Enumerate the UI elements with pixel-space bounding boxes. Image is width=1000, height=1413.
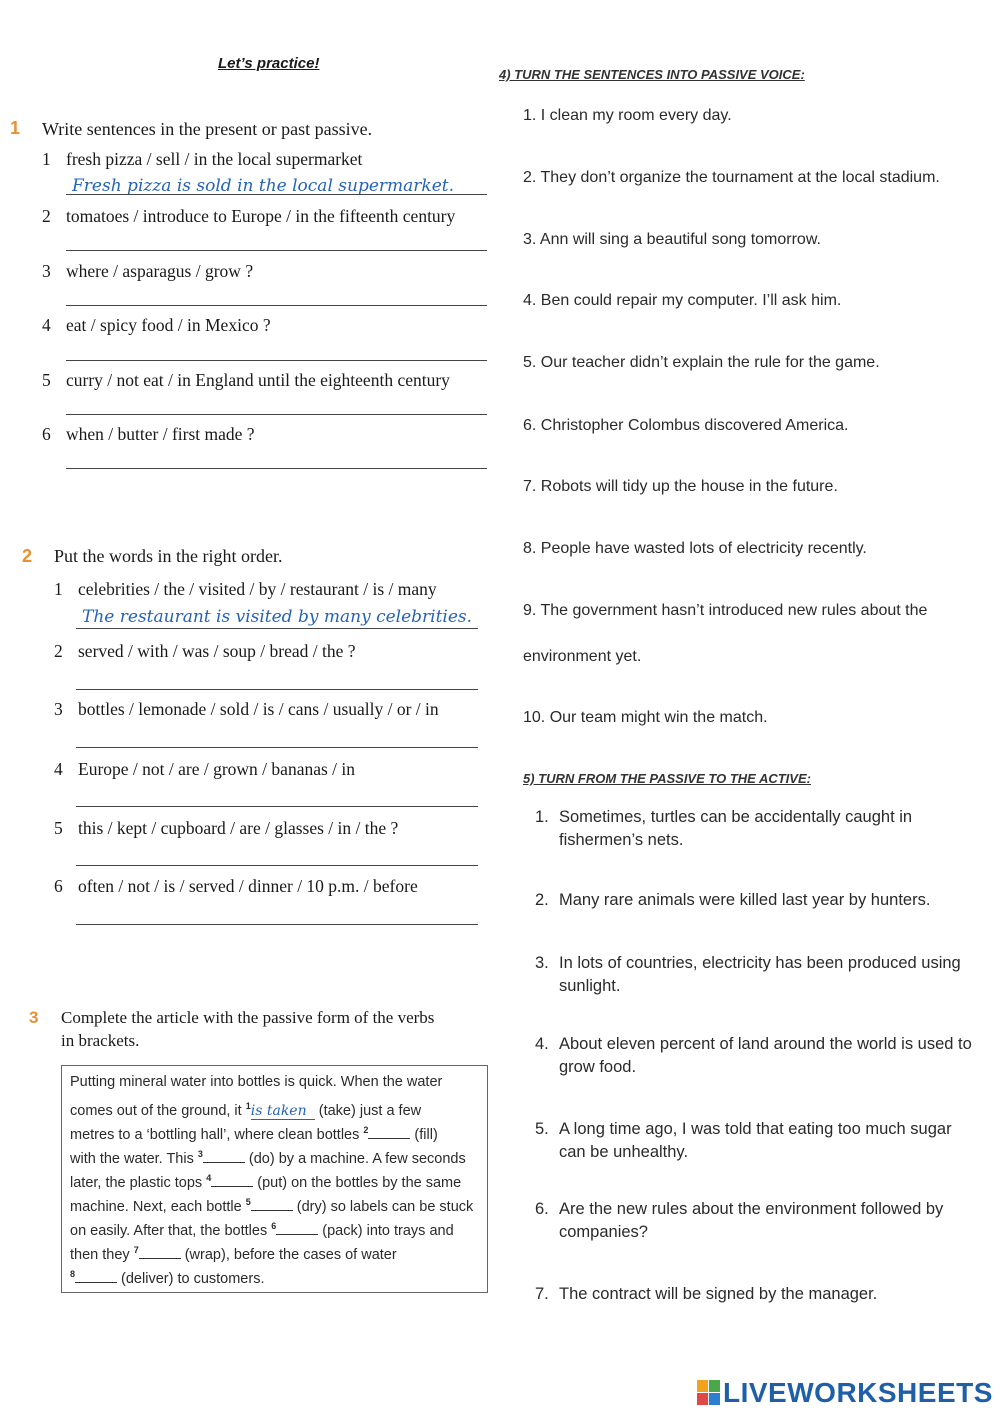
answer-line[interactable] — [76, 924, 478, 925]
gap-blank[interactable] — [203, 1150, 245, 1163]
article-line: then they $^7$ (wrap), before the cases of water — [70, 1245, 397, 1263]
exercise-item: 2 served / with / was / soup / bread / the ? — [54, 641, 356, 661]
article-line: $^8$ (deliver) to customers. — [70, 1269, 265, 1287]
gap-blank[interactable] — [211, 1174, 253, 1187]
question-item: 6. Christopher Colombus discovered America. — [523, 417, 849, 434]
question-item: 3. Ann will sing a beautiful song tomorrow. — [523, 231, 821, 248]
exercise-instruction: Write sentences in the present or past passive. — [42, 119, 373, 139]
answer-line[interactable] — [66, 305, 487, 306]
question-item: 10. Our team might win the match. — [523, 709, 768, 726]
answer-line[interactable] — [66, 414, 487, 415]
exercise-item: 6 often / not / is / served / dinner / 10 p.m. / before — [54, 876, 418, 896]
article-box — [61, 1065, 488, 1293]
answer-line[interactable] — [66, 468, 487, 469]
handwritten-answer: Fresh pizza is sold in the local supermarket. — [72, 176, 455, 196]
gap-blank[interactable] — [276, 1222, 318, 1235]
exercise-item: 5 this / kept / cupboard / are / glasses / in / the ? — [54, 818, 399, 838]
exercise-item: 1 celebrities / the / visited / by / restaurant / is / many — [54, 579, 437, 599]
question-item: 6. Are the new rules about the environment followed by companies? — [535, 1200, 944, 1241]
article-line: later, the plastic tops $^4$ (put) on the bottles by the same — [70, 1173, 462, 1191]
page-title: Let’s practice! — [218, 55, 320, 72]
question-item: 7. The contract will be signed by the manager. — [535, 1285, 878, 1303]
question-item: 8. People have wasted lots of electricity recently. — [523, 540, 867, 557]
gap-blank[interactable] — [368, 1126, 410, 1139]
article-line: machine. Next, each bottle $^5$ (dry) so labels can be stuck — [70, 1197, 474, 1215]
exercise-item: 4 eat / spicy food / in Mexico ? — [42, 315, 271, 335]
exercise-item: 4 Europe / not / are / grown / bananas / in — [54, 759, 356, 779]
gap-blank[interactable] — [251, 1198, 293, 1211]
question-item: 5. A long time ago, I was told that eating too much sugar can be unhealthy. — [535, 1120, 952, 1161]
article-line: with the water. This $^3$ (do) by a machine. A few seconds — [70, 1149, 466, 1167]
gap-blank[interactable] — [75, 1270, 117, 1283]
question-item: 1. Sometimes, turtles can be accidentally caught in fishermen’s nets. — [535, 808, 913, 849]
question-item: 7. Robots will tidy up the house in the future. — [523, 478, 838, 495]
section-heading: 4) TURN THE SENTENCES INTO PASSIVE VOICE: — [499, 67, 805, 82]
answer-line[interactable] — [66, 194, 487, 195]
question-item: 2. They don’t organize the tournament at the local stadium. — [523, 169, 940, 186]
exercise-number: 3 — [29, 1008, 39, 1027]
handwritten-answer: is taken — [251, 1104, 315, 1120]
question-item: 5. Our teacher didn’t explain the rule for the game. — [523, 354, 880, 371]
answer-line[interactable] — [76, 689, 478, 690]
question-item: 3. In lots of countries, electricity has been produced using sunlight. — [535, 954, 961, 995]
exercise-item: 6 when / butter / first made ? — [42, 424, 255, 444]
question-item: 1. I clean my room every day. — [523, 107, 732, 124]
article-line: Putting mineral water into bottles is quick. When the water — [70, 1074, 443, 1090]
logo-mark-icon — [697, 1380, 721, 1406]
answer-line[interactable] — [76, 628, 478, 629]
exercise-item: 3 where / asparagus / grow ? — [42, 261, 254, 281]
answer-line[interactable] — [76, 806, 478, 807]
answer-line[interactable] — [66, 360, 487, 361]
exercise-item: 3 bottles / lemonade / sold / is / cans / usually / or / in — [54, 699, 439, 719]
article-line: metres to a ‘bottling hall’, where clean bottles $^2$ (fill) — [70, 1125, 438, 1143]
article-line: comes out of the ground, it $^1$is taken (take) just a few — [70, 1101, 422, 1119]
question-item: environment yet. — [523, 648, 642, 665]
question-item: 4. About eleven percent of land around the world is used to grow food. — [535, 1035, 972, 1076]
answer-line[interactable] — [76, 747, 478, 748]
section-heading: 5) TURN FROM THE PASSIVE TO THE ACTIVE: — [523, 771, 811, 786]
exercise-instruction: Complete the article with the passive form of the verbs — [61, 1008, 435, 1027]
gap-blank[interactable] — [139, 1246, 181, 1259]
exercise-number: 1 — [10, 118, 21, 138]
exercise-item: 1 fresh pizza / sell / in the local supermarket — [42, 149, 363, 169]
exercise-instruction: Put the words in the right order. — [54, 546, 283, 566]
question-item: 9. The government hasn’t introduced new rules about the — [523, 602, 928, 619]
exercise-instruction: in brackets. — [61, 1031, 140, 1050]
question-item: 4. Ben could repair my computer. I’ll ask him. — [523, 292, 842, 309]
article-line: on easily. After that, the bottles $^6$ (pack) into trays and — [70, 1221, 454, 1239]
exercise-item: 2 tomatoes / introduce to Europe / in the fifteenth century — [42, 206, 456, 226]
question-item: 2. Many rare animals were killed last year by hunters. — [535, 891, 931, 909]
exercise-number: 2 — [22, 546, 33, 566]
handwritten-answer: The restaurant is visited by many celebrities. — [82, 607, 473, 627]
answer-line[interactable] — [66, 250, 487, 251]
exercise-item: 5 curry / not eat / in England until the eighteenth century — [42, 370, 450, 390]
answer-line[interactable] — [76, 865, 478, 866]
